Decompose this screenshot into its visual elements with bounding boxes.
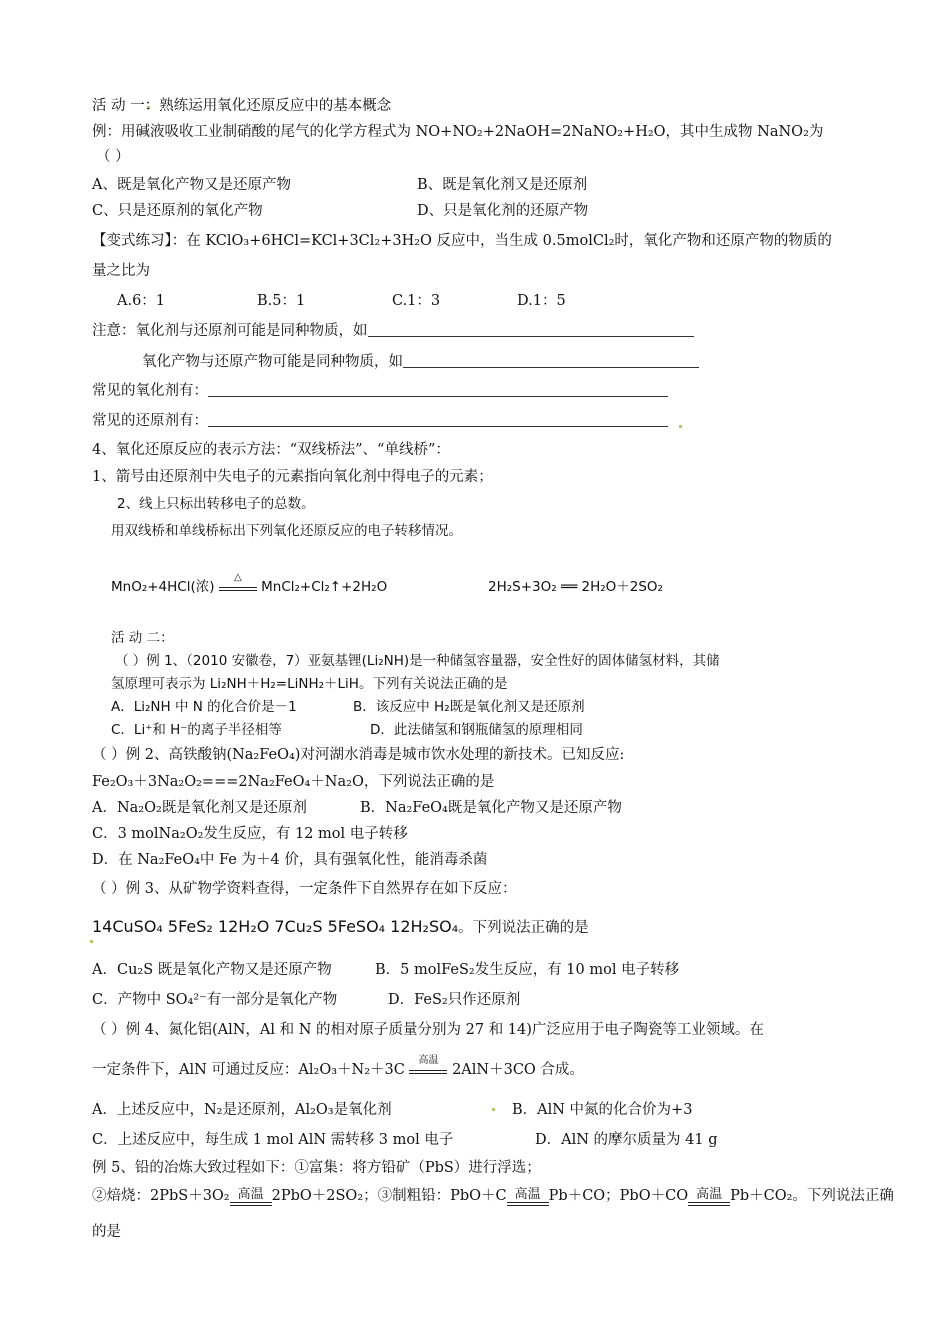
variant-option-a: A.6：1: [117, 293, 166, 309]
example-4-option-a: A．上述反应中，N₂是还原剂，Al₂O₃是氧化剂: [92, 1102, 392, 1118]
high-temp-arrow: 高温: [507, 1188, 549, 1206]
task-instruction: 用双线桥和单线桥标出下列氧化还原反应的电子转移情况。: [111, 523, 462, 539]
example-2-option-c: C．3 molNa₂O₂发生反应，有 12 mol 电子转移: [92, 826, 408, 842]
scan-speck: [90, 940, 93, 943]
option-a: A、既是氧化产物又是还原产物: [92, 177, 291, 193]
example-4: （ ）例 4、氮化铝(AlN，Al 和 N 的相对原子质量分别为 27 和 14)广泛应用于电子陶瓷等工业领域。在: [92, 1022, 764, 1038]
example-5-cont: 的是: [92, 1224, 121, 1240]
scan-speck: [679, 425, 682, 428]
example-1-option-c: C．Li⁺和 H⁻的离子半径相等: [111, 722, 282, 738]
equation-2: 2H₂S+3O₂ ══ 2H₂O＋2SO₂: [488, 579, 663, 595]
example-2-option-b: B．Na₂FeO₄既是氧化产物又是还原产物: [360, 800, 622, 816]
fill-blank[interactable]: [208, 412, 668, 427]
example-2-option-d: D．在 Na₂FeO₄中 Fe 为＋4 价，具有强氧化性，能消毒杀菌: [92, 852, 488, 868]
example-2: （ ）例 2、高铁酸钠(Na₂FeO₄)对河湖水消毒是城市饮水处理的新技术。已知反应:: [92, 747, 625, 763]
reaction-equation: 14CuSO₄ 5FeS₂ 12H₂O 7Cu₂S 5FeSO₄ 12H₂SO₄: [92, 917, 459, 936]
example-4-option-b: B．AlN 中氮的化合价为+3: [512, 1102, 693, 1118]
scan-speck: [492, 1108, 495, 1111]
fill-blank[interactable]: [208, 382, 668, 397]
example-4-option-d: D．AlN 的摩尔质量为 41 g: [535, 1132, 718, 1148]
fill-blank[interactable]: [403, 353, 699, 368]
equation-1: MnO₂+4HCl(浓) △ MnCl₂+Cl₂↑+2H₂O: [111, 572, 388, 595]
example-5-process: ②焙烧：2PbS＋3O₂ 高温 2PbO＋2SO₂；③制粗铅：PbO＋C 高温 Pb＋CO；PbO＋CO 高温 Pb＋CO₂。下列说法正确: [92, 1187, 894, 1204]
example-question: 例：用碱液吸收工业制硝酸的尾气的化学方程式为 NO+NO₂+2NaOH=2NaNO₂+H₂O，其中生成物 NaNO₂为: [92, 124, 824, 140]
example-3-option-a: A．Cu₂S 既是氧化产物又是还原产物: [92, 962, 332, 978]
variant-question: 【变式练习】：在 KClO₃+6HCl=KCl+3Cl₂+3H₂O 反应中，当生成 0.5molCl₂时，氧化产物和还原产物的物质的: [92, 233, 832, 249]
high-temp-arrow: 高温: [230, 1188, 272, 1206]
option-b: B、既是氧化剂又是还原剂: [417, 177, 588, 193]
example-1-option-b: B．该反应中 H₂既是氧化剂又是还原剂: [353, 699, 585, 715]
example-3-reaction: 14CuSO₄ 5FeS₂ 12H₂O 7Cu₂S 5FeSO₄ 12H₂SO₄。下列说法正确的是: [92, 917, 589, 936]
rule-1: 1、箭号由还原剂中失电子的元素指向氧化剂中得电子的元素；: [92, 469, 493, 485]
activity2-title: 活 动 二：: [111, 630, 174, 646]
high-temp-arrow: 高温: [688, 1188, 730, 1206]
oxidants-line: 常见的氧化剂有：: [92, 381, 668, 401]
variant-question-cont: 量之比为: [92, 263, 150, 279]
note-line-1: 注意：氧化剂与还原剂可能是同种物质，如: [92, 321, 694, 341]
fill-blank[interactable]: [368, 322, 694, 337]
example-4-reaction: 一定条件下，AlN 可通过反应：Al₂O₃＋N₂＋3C 高温 2AlN＋3CO 合成。: [92, 1055, 584, 1078]
example-5: 例 5、铅的冶炼大致过程如下：①富集：将方铅矿（PbS）进行浮选；: [92, 1160, 541, 1176]
method-title: 4、氧化还原反应的表示方法：“双线桥法”、“单线桥”：: [92, 442, 450, 458]
variant-option-b: B.5：1: [257, 293, 306, 309]
example-3-option-b: B．5 molFeS₂发生反应，有 10 mol 电子转移: [375, 962, 680, 978]
note-line-2: 氧化产物与还原产物可能是同种物质，如: [142, 352, 699, 372]
high-temp-arrow: 高温: [409, 1062, 447, 1074]
example-1-option-a: A．Li₂NH 中 N 的化合价是－1: [111, 699, 297, 715]
variant-option-c: C.1：3: [392, 293, 441, 309]
rule-2: 2、线上只标出转移电子的总数。: [117, 496, 315, 512]
option-c: C、只是还原剂的氧化产物: [92, 203, 263, 219]
example-4-option-c: C．上述反应中，每生成 1 mol AlN 需转移 3 mol 电子: [92, 1132, 454, 1148]
reductants-line: 常见的还原剂有：: [92, 411, 668, 431]
example-1: （ ）例 1、（2010 安徽卷，7）亚氨基锂(Li₂NH)是一种储氢容量器，安全性好的固体储氢材料，其储: [115, 653, 720, 669]
heat-arrow: △: [219, 579, 257, 591]
example-1-option-d: D．此法储氢和钢瓶储氢的原理相同: [370, 722, 583, 738]
example-3-option-c: C．产物中 SO₄²⁻有一部分是氧化产物: [92, 992, 338, 1008]
variant-option-d: D.1：5: [517, 293, 566, 309]
example-1-cont: 氢原理可表示为 Li₂NH＋H₂=LiNH₂＋LiH。下列有关说法正确的是: [111, 676, 508, 692]
answer-blank: （ ）: [96, 149, 130, 165]
option-d: D、只是氧化剂的还原产物: [417, 203, 589, 219]
example-3: （ ）例 3、从矿物学资料查得，一定条件下自然界存在如下反应：: [92, 881, 517, 897]
example-2-reaction: Fe₂O₃＋3Na₂O₂===2Na₂FeO₄＋Na₂O，下列说法正确的是: [92, 774, 495, 790]
activity1-title: 活 动 一：熟练运用氧化还原反应中的基本概念: [92, 98, 392, 114]
example-3-option-d: D．FeS₂只作还原剂: [388, 992, 521, 1008]
example-2-option-a: A．Na₂O₂既是氧化剂又是还原剂: [92, 800, 307, 816]
